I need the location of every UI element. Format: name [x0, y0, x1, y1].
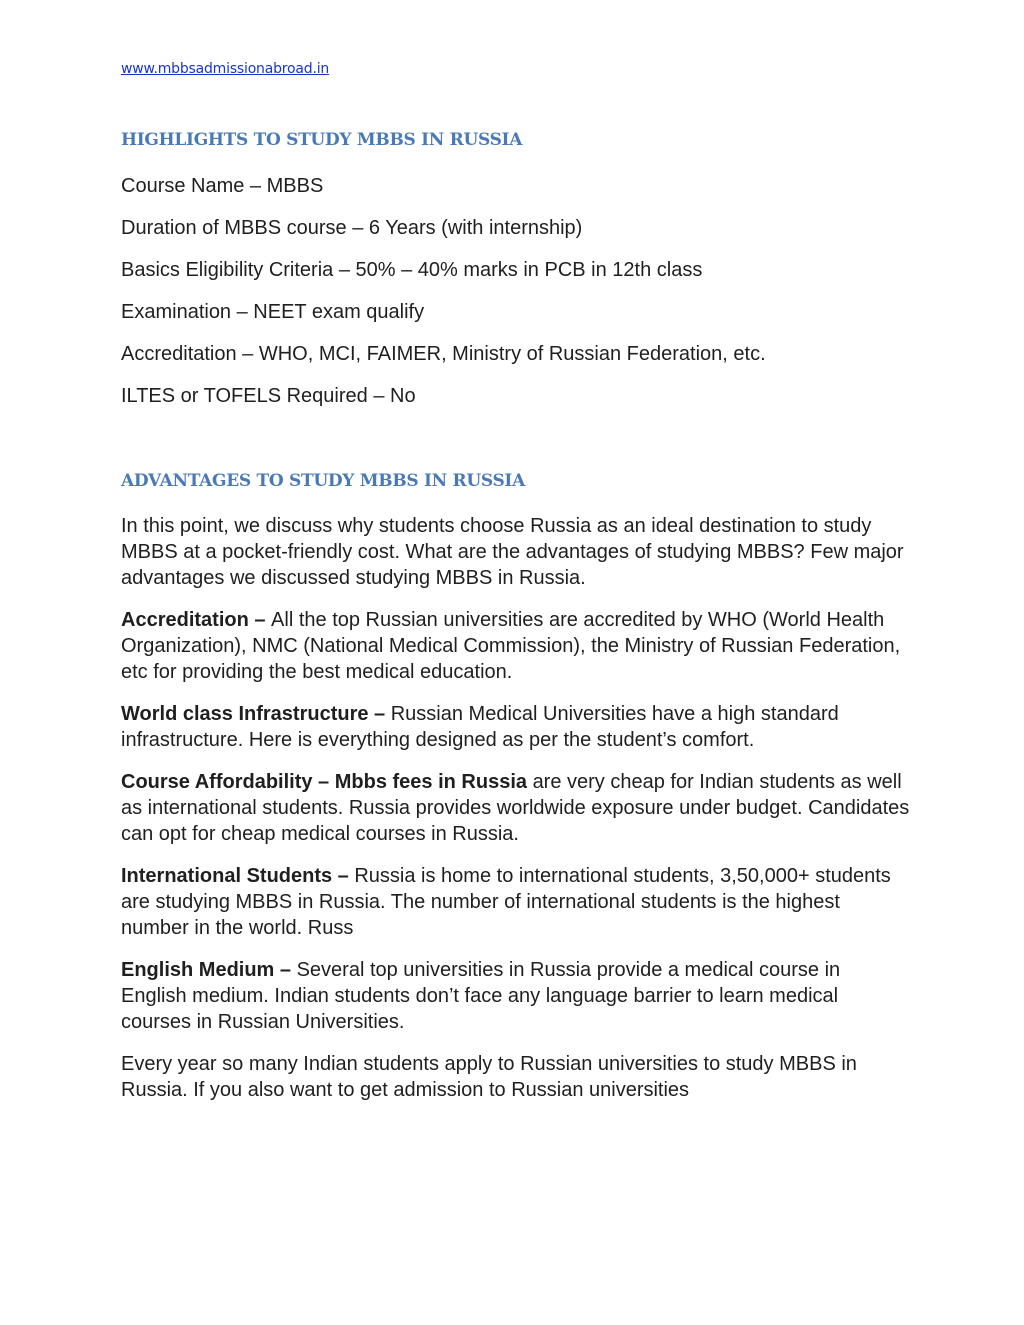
advantage-affordability	[121, 769, 911, 847]
advantage-text: Several top universities in Russia provide a medical course in English medium. Indian students don’t face any language barrier to learn medical courses in Russian Universities.	[121, 959, 841, 1033]
highlight-examination: Examination – NEET exam qualify	[121, 301, 425, 323]
advantage-label: Course Affordability – Mbbs fees in Russia	[121, 771, 533, 793]
advantages-body	[121, 513, 911, 1119]
advantage-text: Russian Medical Universities have a high standard infrastructure. Here is everything designed as per the student’s comfort.	[121, 703, 839, 751]
highlight-ielts-toefl: ILTES or TOFELS Required – No	[121, 385, 416, 407]
advantage-label: World class Infrastructure –	[121, 703, 391, 725]
advantage-text: Russia is home to international students, 3,50,000+ students are studying MBBS in Russia. The number of international students is the highest number in the world. Russ	[121, 865, 891, 939]
advantages-heading: ADVANTAGES TO STUDY MBBS IN RUSSIA	[121, 471, 525, 491]
closing-paragraph: Every year so many Indian students apply to Russian universities to study MBBS in Russia. If you also want to get admission to Russian universities	[121, 1053, 857, 1101]
advantage-text: are very cheap for Indian students as well as international students. Russia provides worldwide exposure under budget. Candidates can opt for cheap medical courses in Russia.	[121, 771, 910, 845]
advantage-accreditation	[121, 607, 911, 685]
advantage-text: All the top Russian universities are accredited by WHO (World Health Organization), NMC (National Medical Commission), the Ministry of Russian Federation, etc for providing the best medical education.	[121, 609, 901, 683]
highlight-duration: Duration of MBBS course – 6 Years (with internship)	[121, 217, 583, 239]
advantages-intro: In this point, we discuss why students choose Russia as an ideal destination to study MBBS at a pocket-friendly cost. What are the advantages of studying MBBS? Few major advantages we discussed studying MBBS in Russia.	[121, 515, 904, 589]
highlights-list	[121, 174, 766, 426]
advantage-label: International Students –	[121, 865, 355, 887]
advantage-international-students	[121, 863, 911, 941]
highlight-eligibility: Basics Eligibility Criteria – 50% – 40% marks in PCB in 12th class	[121, 259, 703, 281]
advantage-label: English Medium –	[121, 959, 297, 981]
advantage-infrastructure	[121, 701, 911, 753]
advantage-english-medium	[121, 957, 911, 1035]
highlights-heading: HIGHLIGHTS TO STUDY MBBS IN RUSSIA	[121, 130, 523, 150]
highlight-accreditation: Accreditation – WHO, MCI, FAIMER, Ministry of Russian Federation, etc.	[121, 343, 766, 365]
advantage-label: Accreditation –	[121, 609, 272, 631]
site-link[interactable]: www.mbbsadmissionabroad.in	[121, 61, 330, 77]
highlight-course-name: Course Name – MBBS	[121, 175, 324, 197]
